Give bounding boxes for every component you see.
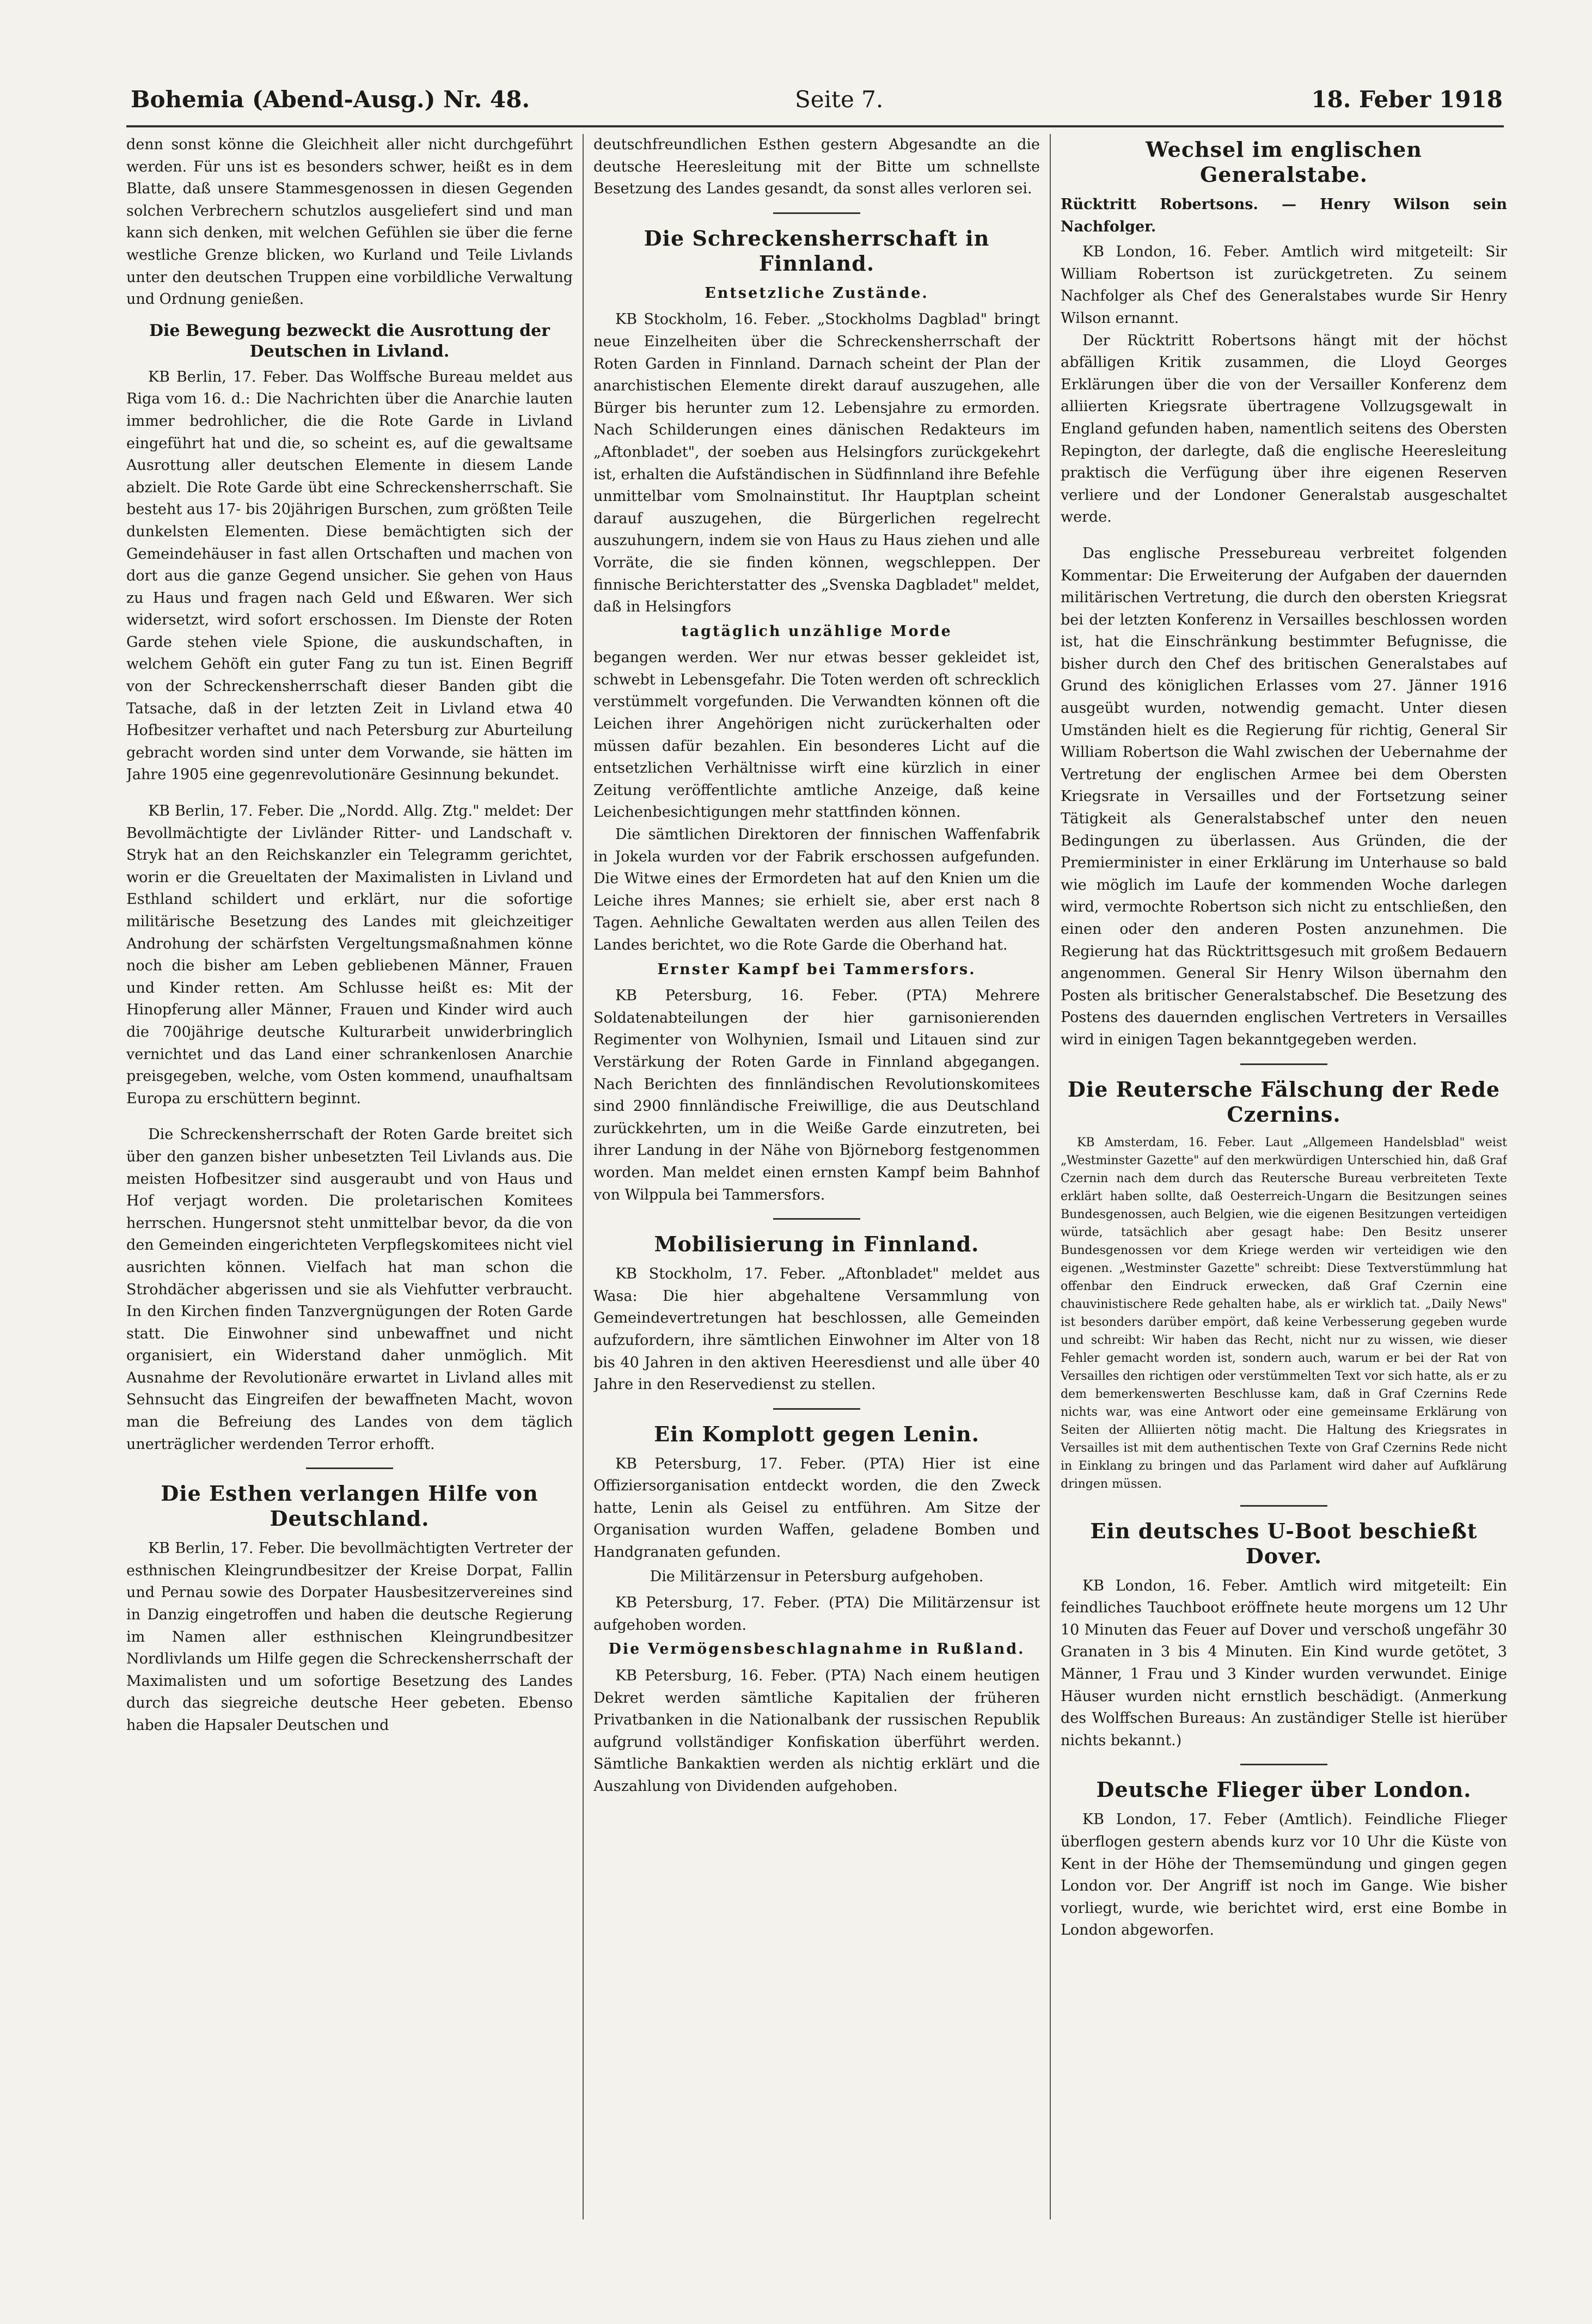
article-paragraph: KB London, 17. Feber (Amtlich). Feindliche Flieger überflogen gestern abends kurz vor 10 Uhr die Küste von Kent in der Höhe der Themsemündung und gingen gegen London vor. Der Angriff ist noch im Gange. Wie bisher vorliegt, wurde, wie berichtet wird, erst eine Bombe in London abgeworfen. (1061, 1811, 1507, 1939)
article-subheadline: tagtäglich unzählige Morde (681, 622, 952, 640)
article-subheadline: Ernster Kampf bei Tammersfors. (657, 961, 976, 978)
spacer (1061, 529, 1507, 543)
article-separator (1240, 1063, 1327, 1065)
article-separator (1240, 1764, 1327, 1765)
article-paragraph: KB London, 16. Feber. Amtlich wird mitgeteilt: Ein feindliches Tauchboot eröffnete heute morgens um 12 Uhr 10 Minuten das Feuer auf Dover und verschoß ungefähr 30 Granaten in 3 bis 4 Minuten. Ein Kind wurde getötet, 3 Männer, 1 Frau und 3 Kinder wurden verwundet. Einige Häuser wurden nicht ernstlich beschädigt. (Anmerkung des Wolffschen Bureaus: An zuständiger Stelle ist hierüber nichts bekannt.) (1061, 1577, 1507, 1749)
article-subheadline: Die Vermögensbeschlagnahme in Rußland. (608, 1641, 1025, 1658)
article-subheadline: Rücktritt Robertsons. — Henry Wilson sein Nachfolger. (1061, 196, 1507, 235)
article-paragraph: Das englische Pressebureau verbreitet folgenden Kommentar: Die Erweiterung der Aufgaben der dauernden militärischen Vertretung, die durch den obersten Kriegsrat bei der letzten Konferenz in Versailles beschlossen worden ist, hat die Einschränkung bestimmter Befugnisse, die bisher durch den Chef des britischen Generalstabes auf Grund des königlichen Erlasses vom 27. Jänner 1916 ausgeübt wurden, notwendig gemacht. Unter diesen Umständen hielt es die Regierung für richtig, General Sir William Robertson die Wahl zwischen der Uebernahme der Vertretung der englischen Armee bei dem Obersten Kriegsrate in Versailles und der Fortsetzung seiner Tätigkeit als Generalstabschef unter den neuen Bedingungen zu überlassen. Aus Gründen, die der Premierminister in einer Erklärung im Unterhause so bald wie möglich im Laufe der kommenden Woche darlegen wird, vermochte Robertson sich nicht zu entschließen, den einen oder den anderen Posten anzunehmen. Die Regierung hat das Rücktrittsgesuch mit großem Bedauern angenommen. General Sir Henry Wilson übernahm den Posten als britischer Generalstabschef. Die Besetzung des Postens des dauernden englischen Vertreters in Versailles wird in einigen Tagen bekanntgegeben werden. (1061, 545, 1507, 1048)
masthead (131, 86, 1503, 124)
masthead-rule (126, 125, 1504, 127)
article-headline: Ein deutsches U-Boot beschießt Dover. (1090, 1518, 1478, 1568)
article-paragraph: denn sonst könne die Gleichheit aller nicht durchgeführt werden. Für uns ist es besonders schwer, heißt es in dem Blatte, daß unsere Stammesgenossen in diesen Gegenden solchen Verbrechern schutzlos ausgeliefert sind und man kann sich denken, mit welchen Gefühlen sie über die ferne westliche Grenze blicken, wo Kurland und Teile Livlands unter den deutschen Truppen eine vorbildliche Verwaltung und Ordnung genießen. (126, 136, 573, 308)
column-divider-2 (1050, 134, 1051, 2219)
article-paragraph: KB Berlin, 17. Feber. Das Wolffsche Bureau meldet aus Riga vom 16. d.: Die Nachrichten über die Anarchie lauten immer bedrohlicher, die die Rote Garde in Livland eingeführt hat und die, so scheint es, auf die gewaltsame Ausrottung aller deutschen Elemente in diesem Lande abzielt. Die Rote Garde übt eine Schreckensherrschaft. Sie besteht aus 17- bis 20jährigen Burschen, zum größten Teile dunkelsten Elementen. Diese bemächtigten sich der Gemeindehäuser in fast allen Ortschaften und machen von dort aus die ganze Gegend unsicher. Sie gehen von Haus zu Haus und fragen nach Geld und Eßwaren. Wer sich widersetzt, wird sofort erschossen. Im Dienste der Roten Garde stehen viele Spione, die auskundschaften, in welchem Gehöft ein guter Fang zu tun ist. Einen Begriff von der Schreckensherrschaft dieser Banden gibt die Tatsache, daß in der letzten Zeit in Livland etwa 40 Hofbesitzer verhaftet und nach Petersburg zur Aburteilung gebracht worden sind unter dem Vorwande, sie hätten im Jahre 1905 eine gegenrevolutionäre Gesinnung bekundet. (126, 368, 573, 784)
article-headline: Die Bewegung bezweckt die Ausrottung der Deutschen in Livland. (149, 321, 550, 361)
article-paragraph: Der Rücktritt Robertsons hängt mit der höchst abfälligen Kritik zusammen, die Lloyd Georges Erklärungen über die von der Versailler Konferenz dem alliierten Kriegsrate übertragene Vollzugsgewalt in England gefunden haben, namentlich seitens des Obersten Repington, der darlegte, daß die englische Heeresleitung praktisch die Verfügung über ihre eigenen Reserven verliere und der Londoner Generalstab ausgeschaltet werde. (1061, 332, 1507, 526)
small-print-block (1061, 1134, 1507, 1493)
article-paragraph: begangen werden. Wer nur etwas besser gekleidet ist, schwebt in Lebensgefahr. Die Toten werden oft schrecklich verstümmelt vorgefunden. Die Verwandten können oft die Leichen ihrer Angehörigen nicht zurückerhalten oder müssen dafür bezahlen. Ein besonderes Licht auf die entsetzlichen Verhältnisse wirft eine kürzlich in einer Zeitung veröffentlichte amtliche Anzeige, daß keine Leichenbesichtigungen mehr stattfinden können. (593, 649, 1040, 821)
column-1 (126, 134, 573, 2219)
column-divider-1 (583, 134, 584, 2219)
article-headline: Die Schreckensherrschaft in Finnland. (644, 225, 990, 276)
column-2 (593, 134, 1040, 2219)
spacer (126, 1110, 573, 1124)
masthead-date: 18. Feber 1918 (1311, 86, 1503, 113)
article-headline: Die Esthen verlangen Hilfe von Deutschland. (161, 1481, 538, 1531)
article-paragraph: Die Schreckensherrschaft der Roten Garde breitet sich über den ganzen bisher unbesetzten Teil Livlands aus. Die meisten Hofbesitzer sind ausgeraubt und von Haus und Hof verjagt worden. Die proletarischen Komitees herrschen. Hungersnot steht unmittelbar bevor, da die von den Gemeinden eingerichteten Verpflegskomitees nicht viel ausrichten können. Vielfach hat man schon die Strohdächer abgerissen und sie als Viehfutter verbraucht. In den Kirchen finden Tanzvergnügungen der Roten Garde statt. Die Einwohner sind unbewaffnet und nicht organisiert, ein Widerstand daher unmöglich. Mit Ausnahme der Revolutionäre erwartet in Livland alles mit Sehnsucht das Eingreifen der bewaffneten Macht, wovon man die Befreiung des Landes von dem täglich unerträglicher werdenden Terror erhofft. (126, 1126, 573, 1453)
article-paragraph: Die sämtlichen Direktoren der finnischen Waffenfabrik in Jokela wurden vor der Fabrik erschossen aufgefunden. Die Witwe eines der Ermordeten hat auf den Knien um die Leiche ihres Mannes; sie erhielt sie, aber erst nach 8 Tagen. Aehnliche Gewaltaten werden aus allen Teilen des Landes berichtet, wo die Rote Garde die Oberhand hat. (593, 826, 1040, 953)
article-subheadline: Die Militärzensur in Petersburg aufgehoben. (650, 1568, 984, 1585)
article-separator (773, 1218, 860, 1220)
article-paragraph: KB Stockholm, 16. Feber. „Stockholms Dagblad" bringt neue Einzelheiten über die Schreckensherrschaft der Roten Garden in Finnland. Darnach scheint der Plan der anarchistischen Elemente direkt darauf auszugehen, alle Bürger bis herunter zum 12. Lebensjahre zu ermorden. Nach Schilderungen eines dänischen Redakteurs im „Aftonbladet", der soeben aus Helsingfors zurückgekehrt ist, erhalten die Aufständischen in Südfinnland ihre Befehle unmittelbar vom Smolnainstitut. Ihr Hauptplan scheint darauf auszugehen, die Bürgerlichen regelrecht auszuhungern, indem sie von Haus zu Haus ziehen und alle Vorräte, die sie finden können, wegschleppen. Der finnische Berichterstatter des „Svenska Dagbladet" meldet, daß in Helsingfors (593, 311, 1040, 616)
spacer (126, 786, 573, 800)
article-separator (773, 1408, 860, 1410)
article-paragraph: KB Berlin, 17. Feber. Die „Nordd. Allg. Ztg." meldet: Der Bevollmächtigte der Livländer Ritter- und Landschaft v. Stryk hat an den Reichskanzler ein Telegramm gerichtet, worin er die Greueltaten der Maximalisten in Livland und Esthland schildert und erklärt, nur die sofortige militärische Besetzung des Landes mit gleichzeitiger Androhung der schärfsten Vergeltungsmaßnahmen könne noch die bisher am Leben gebliebenen Männer, Frauen und Kinder retten. Am Schlusse heißt es: Mit der Hinopferung aller Männer, Frauen und Kinder wird auch die 700jährige deutsche Kulturarbeit unwiderbringlich vernichtet und das Land einer schrankenlosen Anarchie preisgegeben, welche, vom Osten kommend, unaufhaltsam Europa zu erschüttern beginnt. (126, 803, 573, 1107)
column-3 (1061, 134, 1507, 2219)
article-separator (1240, 1505, 1327, 1507)
article-headline: Ein Komplott gegen Lenin. (654, 1421, 979, 1446)
article-paragraph: KB Berlin, 17. Feber. Die bevollmächtigten Vertreter der esthnischen Kleingrundbesitzer der Kreise Dorpat, Fallin und Pernau sowie des Dorpater Hausbesitzervereines sind in Danzig eingetroffen und haben die deutsche Regierung im Namen aller esthnischen Kleingrundbesitzer Nordlivlands um Hilfe gegen die Schreckensherrschaft der Maximalisten und um sofortige Besetzung des Landes durch das siegreiche deutsche Heer gebeten. Ebenso haben die Hapsaler Deutschen und (126, 1540, 573, 1734)
article-headline: Mobilisierung in Finnland. (654, 1232, 979, 1257)
article-headline: Die Reutersche Fälschung der Rede Czernins. (1067, 1077, 1501, 1127)
article-separator (773, 212, 860, 214)
masthead-page-number: Seite 7. (795, 86, 884, 113)
article-paragraph: KB Petersburg, 16. Feber. (PTA) Nach einem heutigen Dekret werden sämtliche Kapitalien der früheren Privatbanken in die Nationalbank der russischen Republik aufgrund vollständiger Konfiskation überführt werden. Sämtliche Bankaktien werden als nichtig erklärt und die Auszahlung von Dividenden aufgehoben. (593, 1667, 1040, 1795)
article-paragraph: deutschfreundlichen Esthen gestern Abgesandte an die deutsche Heeresleitung mit der Bitte um schnellste Besetzung des Landes gesandt, da sonst alles verloren sei. (593, 136, 1040, 198)
article-paragraph: KB Petersburg, 17. Feber. (PTA) Die Militärzensur ist aufgehoben worden. (593, 1594, 1040, 1634)
masthead-issue: Bohemia (Abend-Ausg.) Nr. 48. (131, 86, 530, 113)
article-paragraph: KB Amsterdam, 16. Feber. Laut „Allgemeen Handelsblad" weist „Westminster Gazette" auf den merkwürdigen Unterschied hin, daß Graf Czernin nach dem durch das Reutersche Bureau verbreiteten Texte erklärt haben sollte, daß Oesterreich-Ungarn die Besitzungen seines Bundesgenossen, auch Belgien, wie die eigenen Besitzungen verteidigen würde, tatsächlich aber gesagt habe: Den Besitz unserer Bundesgenossen vor dem Kriege werden wir verteidigen wie den eigenen. „Westminster Gazette" schreibt: Diese Textverstümmlung hat offenbar den Eindruck erwecken, daß Graf Czernin eine chauvinistischere Rede gehalten habe, als er wirklich tat. „Daily News" ist besonders darüber empört, daß keine Verbesserung gegeben wurde und schreibt: Wir haben das Recht, nicht nur zu wissen, wie dieser Fehler gemacht worden ist, sondern auch, warum er bei der Rat von Versailles den richtigen oder verstümmelten Text vor sich hatte, als er zu dem bemerkenswerten Beschlusse kam, daß in Graf Czernins Rede nichts war, was eine Antwort oder eine gemeinsame Erklärung von Seiten der Alliierten nötig macht. Die Haltung des Kriegsrates in Versailles ist mit dem authentischen Texte von Graf Czernins Rede nicht in Einklang zu bringen und das Parlament wird daher auf Aufklärung dringen müssen. (1061, 1135, 1507, 1491)
article-paragraph: KB Stockholm, 17. Feber. „Aftonbladet" meldet aus Wasa: Die hier abgehaltene Versammlung von Gemeindevertretungen hat beschlossen, alle Gemeinden aufzufordern, ihre sämtlichen Einwohner im Alter von 18 bis 40 Jahren in den aktiven Heeresdienst und alle über 40 Jahre in den Reservedienst zu stellen. (593, 1265, 1040, 1393)
article-paragraph: KB Petersburg, 16. Feber. (PTA) Mehrere Soldatenabteilungen der hier garnisonierenden Regimenter von Wolhynien, Ismail und Litauen sind zur Verstärkung der Roten Garde in Finnland abgegangen. Nach Berichten des finnländischen Revolutionskomitees sind 2900 finnländische Freiwillige, die aus Deutschland zurückkehrten, um in die Weiße Garde einzutreten, bei ihrer Landung in der Nähe von Björneborg festgenommen worden. Man meldet einen ernsten Kampf beim Bahnhof von Wilppula bei Tammersfors. (593, 987, 1040, 1203)
article-subheadline: Entsetzliche Zustände. (705, 284, 929, 302)
article-paragraph: KB Petersburg, 17. Feber. (PTA) Hier ist eine Offiziersorganisation entdeckt worden, die den Zweck hatte, Lenin als Geisel zu entführen. Am Sitze der Organisation wurden Waffen, geladene Bomben und Handgranaten gefunden. (593, 1455, 1040, 1561)
article-headline: Deutsche Flieger über London. (1096, 1777, 1472, 1802)
article-headline: Wechsel im englischen Generalstabe. (1146, 137, 1422, 187)
article-separator (306, 1467, 393, 1469)
article-paragraph: KB London, 16. Feber. Amtlich wird mitgeteilt: Sir William Robertson ist zurückgetreten. Zu seinem Nachfolger als Chef des Generalstabes wurde Sir Henry Wilson ernannt. (1061, 243, 1507, 327)
